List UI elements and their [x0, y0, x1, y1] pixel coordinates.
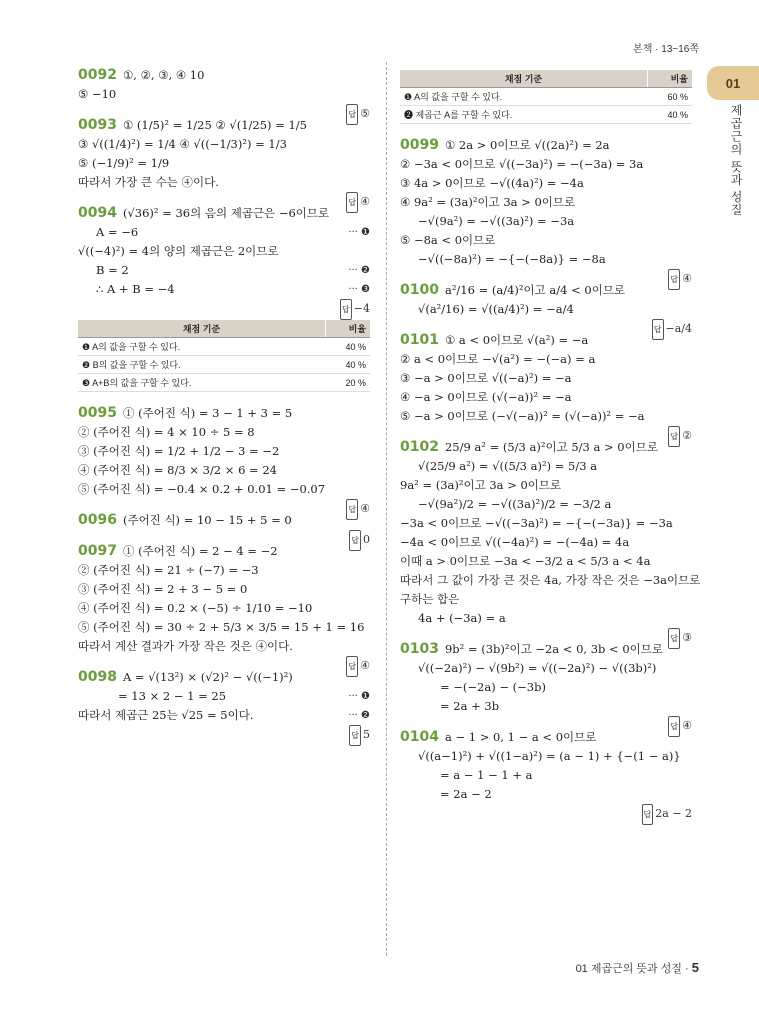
answer-icon: 답: [642, 804, 654, 825]
grading-criterion: ❷ 제곱근 A를 구할 수 있다.: [400, 106, 648, 124]
problem-number: 0102: [400, 439, 439, 455]
solution-line: [400, 407, 692, 426]
solution-line: [78, 542, 370, 561]
answer-value: ④: [360, 502, 370, 515]
solution-text: ① a < 0이므로 √(a²) = −a: [444, 333, 589, 347]
solution-line: [400, 331, 692, 350]
solution-text: ⑤ (주어진 식) = −0.4 × 0.2 + 0.01 = −0.07: [78, 482, 326, 496]
solution-line: [78, 135, 370, 154]
problem-solution: [78, 116, 370, 208]
solution-text: −3a < 0이므로 −√((−3a)²) = −{−(−3a)} = −3a: [400, 516, 673, 530]
solution-line: [78, 404, 370, 423]
step-marker: ··· ❶: [348, 227, 370, 238]
solution-line: [400, 231, 692, 250]
problem-number: 0101: [400, 332, 439, 348]
grading-ratio: 40 %: [648, 106, 693, 124]
solution-text: (√36)² = 36의 음의 제곱근은 −6이므로: [122, 206, 330, 220]
solution-line: [78, 116, 370, 135]
solution-line: [78, 154, 370, 173]
solution-line: [78, 280, 370, 299]
step-marker: ··· ❷: [348, 265, 370, 276]
step-marker: ··· ❸: [348, 284, 370, 295]
solution-line: [400, 136, 692, 155]
answer-value: 2a − 2: [655, 807, 692, 820]
left-column: [78, 66, 370, 746]
solution-line: [400, 438, 692, 457]
grading-header-ratio: 비율: [648, 70, 693, 88]
solution-text: ⑤ −10: [78, 87, 117, 101]
solution-text: ② (주어진 식) = 21 ÷ (−7) = −3: [78, 563, 259, 577]
answer-value: ④: [360, 195, 370, 208]
solution-text: √(25/9 a²) = √((5/3 a)²) = 5/3 a: [418, 459, 598, 473]
footer-chapter: 01 제곱근의 뜻과 성질: [575, 963, 682, 975]
solution-line: [78, 561, 370, 580]
solution-text: A = √(13²) × (√2)² − √((−1)²): [122, 670, 293, 684]
answer-icon: 답: [346, 104, 358, 125]
answer-icon: 답: [349, 530, 361, 551]
solution-text: ① 2a > 0이므로 √((2a)²) = 2a: [444, 138, 610, 152]
solution-text: √((a−1)²) + √((1−a)²) = (a − 1) + {−(1 − a)}: [418, 749, 681, 763]
solution-text: 구하는 합은: [400, 592, 460, 606]
answer-value: ④: [682, 719, 692, 732]
solution-line: [400, 300, 692, 319]
solution-line: [400, 747, 692, 766]
answer-value: −4: [353, 302, 370, 315]
solution-text: ③ −a > 0이므로 √((−a)²) = −a: [400, 371, 572, 385]
answer-icon: 답: [349, 725, 361, 746]
answer-icon: 답: [346, 656, 358, 677]
solution-text: 4a + (−3a) = a: [418, 611, 506, 625]
solution-text: ② a < 0이므로 −√(a²) = −(−a) = a: [400, 352, 596, 366]
solution-line: [78, 423, 370, 442]
problem-number: 0099: [400, 137, 439, 153]
solution-line: [400, 369, 692, 388]
problem-solution: [78, 404, 370, 515]
solution-text: ⑤ (−1/9)² = 1/9: [78, 156, 170, 170]
answer-icon: 답: [346, 499, 358, 520]
grading-criterion: ❸ A+B의 값을 구할 수 있다.: [78, 374, 326, 392]
solution-line: [400, 174, 692, 193]
problem-number: 0104: [400, 729, 439, 745]
grading-criterion: ❶ A의 값을 구할 수 있다.: [78, 338, 326, 356]
answer-value: ④: [682, 272, 692, 285]
solution-text: 9a² = (3a)²이고 3a > 0이므로: [400, 478, 562, 492]
answer-icon: 답: [652, 319, 664, 340]
solution-line: [78, 223, 370, 242]
solution-text: a − 1 > 0, 1 − a < 0이므로: [444, 730, 597, 744]
solution-line: [78, 261, 370, 280]
answer: [349, 725, 370, 746]
solution-line: [400, 533, 692, 552]
grading-row: [78, 338, 370, 356]
solution-line: [400, 609, 692, 628]
solution-text: ④ (주어진 식) = 8/3 × 3/2 × 6 = 24: [78, 463, 277, 477]
problem-solution: [400, 281, 692, 335]
solution-line: [400, 678, 692, 697]
problem-number: 0095: [78, 405, 117, 421]
problem-solution: [400, 438, 701, 644]
answer-value: 0: [363, 533, 370, 546]
problem-solution: [400, 728, 692, 820]
solution-line: [400, 476, 692, 495]
answer-icon: 답: [346, 192, 358, 213]
solution-text: 따라서 가장 큰 수는 ④이다.: [78, 175, 219, 189]
solution-text: 따라서 제곱근 25는 √25 = 5이다.: [78, 708, 254, 722]
solution-text: = a − 1 − 1 + a: [440, 768, 533, 782]
page-reference: 본책 · 13~16쪽: [633, 44, 699, 55]
solution-text: ①, ②, ③, ④ 10: [122, 68, 205, 82]
answer-value: ③: [682, 631, 692, 644]
solution-text: 25/9 a² = (5/3 a)²이고 5/3 a > 0이므로: [444, 440, 658, 454]
solution-line: [78, 637, 370, 656]
step-marker: ··· ❶: [348, 691, 370, 702]
solution-line: [400, 193, 692, 212]
solution-text: ③ (주어진 식) = 2 + 3 − 5 = 0: [78, 582, 248, 596]
answer-value: ⑤: [360, 107, 370, 120]
solution-text: ④ 9a² = (3a)²이고 3a > 0이므로: [400, 195, 576, 209]
solution-text: ① (1/5)² = 1/25 ② √(1/25) = 1/5: [122, 118, 307, 132]
solution-text: ④ −a > 0이므로 (√(−a))² = −a: [400, 390, 572, 404]
problem-number: 0093: [78, 117, 117, 133]
solution-text: ② (주어진 식) = 4 × 10 ÷ 5 = 8: [78, 425, 255, 439]
grading-header-ratio: 비율: [326, 320, 371, 338]
grading-row: [78, 356, 370, 374]
solution-text: 따라서 계산 결과가 가장 작은 것은 ④이다.: [78, 639, 293, 653]
solution-text: ⑤ −8a < 0이므로: [400, 233, 496, 247]
problem-solution: [400, 70, 692, 124]
solution-line: [78, 173, 370, 192]
solution-line: [400, 250, 692, 269]
solution-text: ④ (주어진 식) = 0.2 × (−5) ÷ 1/10 = −10: [78, 601, 313, 615]
problem-number: 0100: [400, 282, 439, 298]
solution-line: [78, 618, 370, 637]
solution-text: ⑤ −a > 0이므로 (−√(−a))² = (√(−a))² = −a: [400, 409, 645, 423]
grading-criterion: ❶ A의 값을 구할 수 있다.: [400, 88, 648, 106]
solution-line: [400, 495, 692, 514]
solution-line: [400, 766, 692, 785]
solution-text: ∴ A + B = −4: [96, 282, 175, 296]
solution-text: 9b² = (3b)²이고 −2a < 0, 3b < 0이므로: [444, 642, 663, 656]
problem-solution: [400, 640, 692, 732]
answer-icon: 답: [668, 426, 680, 447]
right-column: [400, 66, 701, 825]
solution-line: [78, 204, 370, 223]
solution-line: [400, 728, 692, 747]
solution-line: [78, 461, 370, 480]
answer-icon: 답: [668, 628, 680, 649]
solution-text: √((−4)²) = 4의 양의 제곱근은 2이므로: [78, 244, 279, 258]
solution-text: √((−2a)²) − √(9b²) = √((−2a)²) − √((3b)²): [418, 661, 657, 675]
solution-text: = −(−2a) − (−3b): [440, 680, 546, 694]
solution-line: [400, 388, 692, 407]
grading-ratio: 40 %: [326, 338, 371, 356]
solution-line: [78, 442, 370, 461]
problem-solution: [78, 511, 370, 546]
answer-icon: 답: [668, 716, 680, 737]
solution-line: [400, 697, 692, 716]
chapter-tab-number: 01: [707, 66, 759, 100]
solution-line: [400, 785, 692, 804]
solution-text: ② −3a < 0이므로 √((−3a)²) = −(−3a) = 3a: [400, 157, 644, 171]
solution-line: [78, 511, 370, 530]
grading-row: [400, 106, 692, 124]
problem-number: 0092: [78, 67, 117, 83]
grading-ratio: 40 %: [326, 356, 371, 374]
solution-line: [400, 659, 692, 678]
solution-text: −√(9a²)/2 = −√((3a)²)/2 = −3/2 a: [418, 497, 612, 511]
solution-text: ③ (주어진 식) = 1/2 + 1/2 − 3 = −2: [78, 444, 280, 458]
answer-value: ②: [682, 429, 692, 442]
answer-icon: 답: [340, 299, 352, 320]
solution-line: [78, 66, 370, 85]
solution-line: [78, 599, 370, 618]
solution-line: [78, 242, 370, 261]
problem-solution: [78, 668, 370, 741]
problem-solution: [78, 204, 370, 392]
solution-text: (주어진 식) = 10 − 15 + 5 = 0: [122, 513, 292, 527]
column-divider: [386, 62, 387, 956]
solution-text: = 2a + 3b: [440, 699, 500, 713]
solution-text: B = 2: [96, 263, 129, 277]
grading-ratio: 60 %: [648, 88, 693, 106]
solution-text: 따라서 그 값이 가장 큰 것은 4a, 가장 작은 것은 −3a이므로: [400, 573, 701, 587]
grading-row: [400, 88, 692, 106]
grading-table: [400, 70, 692, 124]
grading-header-criteria: 채점 기준: [400, 70, 648, 88]
grading-table: [78, 320, 370, 392]
solution-line: [400, 281, 692, 300]
grading-header-criteria: 채점 기준: [78, 320, 326, 338]
solution-text: ① (주어진 식) = 3 − 1 + 3 = 5: [122, 406, 293, 420]
page-number: 5: [691, 960, 699, 975]
page-footer: 01 제곱근의 뜻과 성질 · 5: [575, 960, 699, 975]
solution-text: = 2a − 2: [440, 787, 492, 801]
solution-text: −4a < 0이므로 √((−4a)²) = −(−4a) = 4a: [400, 535, 630, 549]
step-marker: ··· ❷: [348, 710, 370, 721]
solution-text: ③ √((1/4)²) = 1/4 ④ √((−1/3)²) = 1/3: [78, 137, 287, 151]
problem-solution: [400, 331, 692, 442]
solution-text: = 13 × 2 − 1 = 25: [118, 689, 227, 703]
solution-line: [78, 687, 370, 706]
solution-text: ③ 4a > 0이므로 −√((4a)²) = −4a: [400, 176, 584, 190]
problem-solution: [78, 66, 370, 120]
solution-text: a²/16 = (a/4)²이고 a/4 < 0이므로: [444, 283, 626, 297]
solution-text: √(a²/16) = √((a/4)²) = −a/4: [418, 302, 574, 316]
solution-line: [400, 457, 692, 476]
solution-text: ① (주어진 식) = 2 − 4 = −2: [122, 544, 278, 558]
answer: [642, 804, 693, 825]
solution-line: [400, 590, 692, 609]
solution-line: [78, 480, 370, 499]
solution-text: A = −6: [96, 225, 139, 239]
problem-number: 0094: [78, 205, 117, 221]
answer-value: −a/4: [665, 322, 692, 335]
answer: [340, 299, 370, 320]
answer-value: 5: [363, 728, 370, 741]
solution-text: −√(9a²) = −√((3a)²) = −3a: [418, 214, 575, 228]
solution-text: ⑤ (주어진 식) = 30 ÷ 2 + 5/3 × 3/5 = 15 + 1 = 16: [78, 620, 365, 634]
problem-number: 0098: [78, 669, 117, 685]
grading-criterion: ❷ B의 값을 구할 수 있다.: [78, 356, 326, 374]
solution-line: [78, 85, 370, 104]
answer-icon: 답: [668, 269, 680, 290]
solution-line: [400, 571, 701, 590]
solution-text: 이때 a > 0이므로 −3a < −3/2 a < 5/3 a < 4a: [400, 554, 651, 568]
solution-text: −√((−8a)²) = −{−(−8a)} = −8a: [418, 252, 606, 266]
solution-line: [400, 350, 692, 369]
solution-line: [400, 640, 692, 659]
solution-line: [78, 706, 370, 725]
chapter-tab-title: 제곱근의 뜻과 성질: [729, 104, 743, 217]
grading-ratio: 20 %: [326, 374, 371, 392]
solution-line: [78, 668, 370, 687]
solution-line: [78, 580, 370, 599]
problem-solution: [400, 136, 692, 285]
problem-number: 0096: [78, 512, 117, 528]
solution-line: [400, 514, 692, 533]
solution-line: [400, 552, 692, 571]
answer-value: ④: [360, 659, 370, 672]
solution-line: [400, 155, 692, 174]
problem-number: 0097: [78, 543, 117, 559]
problem-solution: [78, 542, 370, 672]
problem-number: 0103: [400, 641, 439, 657]
grading-row: [78, 374, 370, 392]
solution-line: [400, 212, 692, 231]
